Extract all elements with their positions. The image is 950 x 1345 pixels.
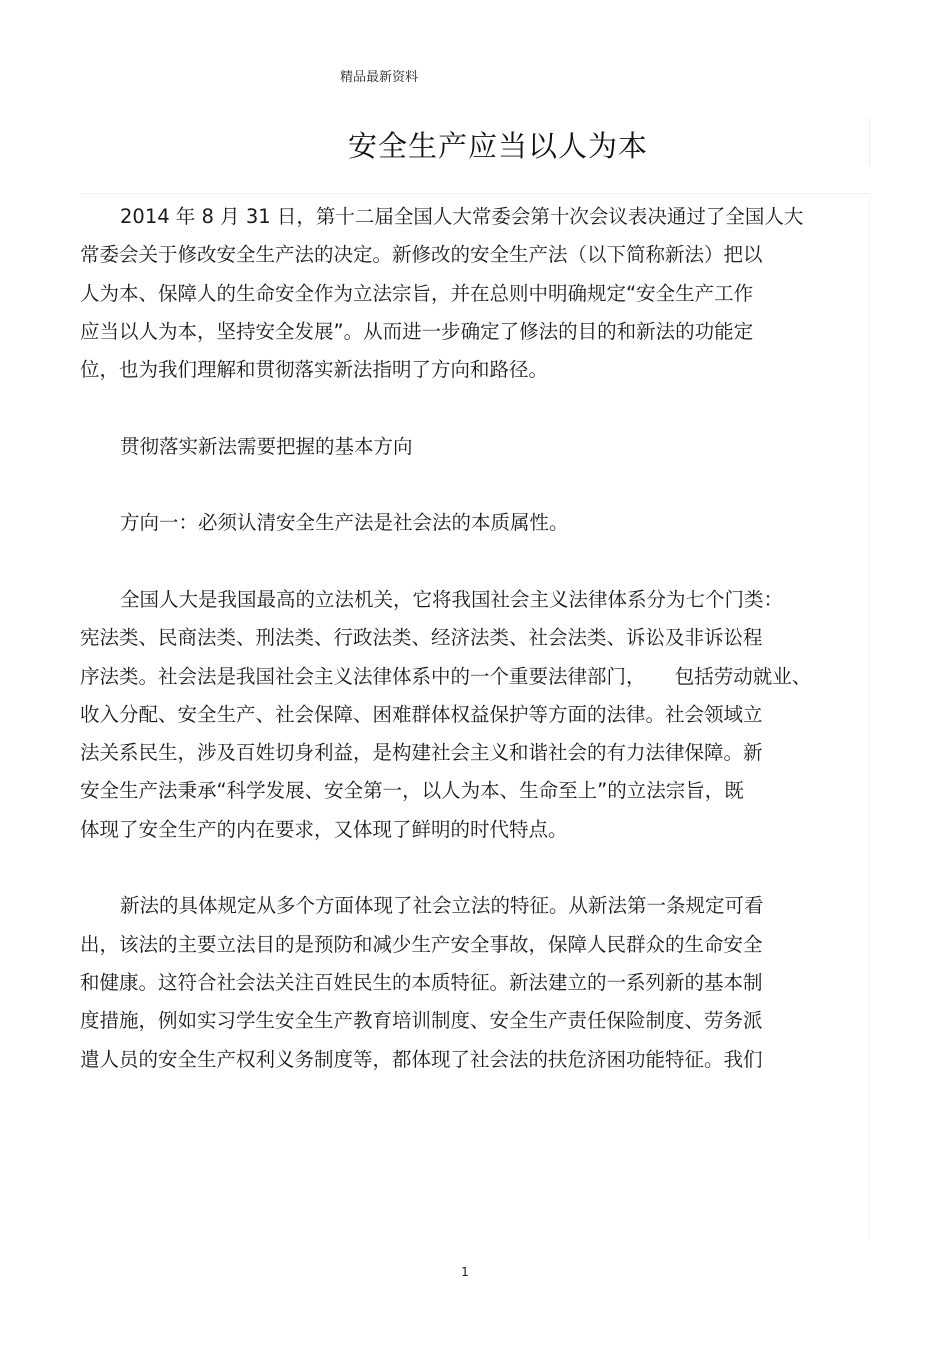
paragraph-intro xyxy=(80,198,860,389)
text-line: 应当以人为本，坚持安全发展”。从而进一步确定了修法的目的和新法的功能定 xyxy=(80,319,754,343)
header-note: 精品最新资料 xyxy=(340,70,419,85)
text-line: 出，该法的主要立法目的是预防和减少生产安全事故，保障人民群众的生命安全 xyxy=(80,932,763,956)
frame-divider xyxy=(869,200,870,1240)
text-line: 常委会关于修改安全生产法的决定。新修改的安全生产法（以下简称新法）把以 xyxy=(80,243,763,267)
frame-divider xyxy=(80,193,870,194)
paragraph-heading xyxy=(80,428,860,466)
text-line: 位，也为我们理解和贯彻落实新法指明了方向和路径。 xyxy=(80,358,549,382)
text-line: 全国人大是我国最高的立法机关，它将我国社会主义法律体系分为七个门类： xyxy=(120,587,784,611)
paragraph-social-law xyxy=(80,887,860,1078)
paragraph-direction-one xyxy=(80,504,860,542)
text-line: 安全生产法秉承“科学发展、安全第一，以人为本、生命至上”的立法宗旨，既 xyxy=(80,779,744,803)
document-body xyxy=(80,198,860,1079)
text-line: 方向一：必须认清安全生产法是社会法的本质属性。 xyxy=(120,511,569,535)
text-line: 人为本、保障人的生命安全作为立法宗旨，并在总则中明确规定“安全生产工作 xyxy=(80,281,754,305)
page-number: 1 xyxy=(461,1265,469,1279)
text-line: 和健康。这符合社会法关注百姓民生的本质特征。新法建立的一系列新的基本制 xyxy=(80,970,763,994)
text-line: 收入分配、安全生产、社会保障、困难群体权益保护等方面的法律。社会领域立 xyxy=(80,702,763,726)
text-line: 新法的具体规定从多个方面体现了社会立法的特征。从新法第一条规定可看 xyxy=(120,894,764,918)
text-line: 度措施，例如实习学生安全生产教育培训制度、安全生产责任保险制度、劳务派 xyxy=(80,1009,763,1033)
text-line: 2014 年 8 月 31 日，第十二届全国人大常委会第十次会议表决通过了全国人大 xyxy=(120,205,804,228)
text-line: 序法类。社会法是我国社会主义法律体系中的一个重要法律部门， 包括劳动就业、 xyxy=(80,664,812,688)
text-line: 遣人员的安全生产权利义务制度等，都体现了社会法的扶危济困功能特征。我们 xyxy=(80,1047,763,1071)
text-line: 贯彻落实新法需要把握的基本方向 xyxy=(120,434,413,458)
document-title: 安全生产应当以人为本 xyxy=(347,129,648,163)
text-line: 法关系民生，涉及百姓切身利益，是构建社会主义和谐社会的有力法律保障。新 xyxy=(80,741,763,765)
text-line: 宪法类、民商法类、刑法类、行政法类、经济法类、社会法类、诉讼及非诉讼程 xyxy=(80,626,763,650)
text-line: 体现了安全生产的内在要求，又体现了鲜明的时代特点。 xyxy=(80,817,568,841)
paragraph-legal-system xyxy=(80,581,860,849)
